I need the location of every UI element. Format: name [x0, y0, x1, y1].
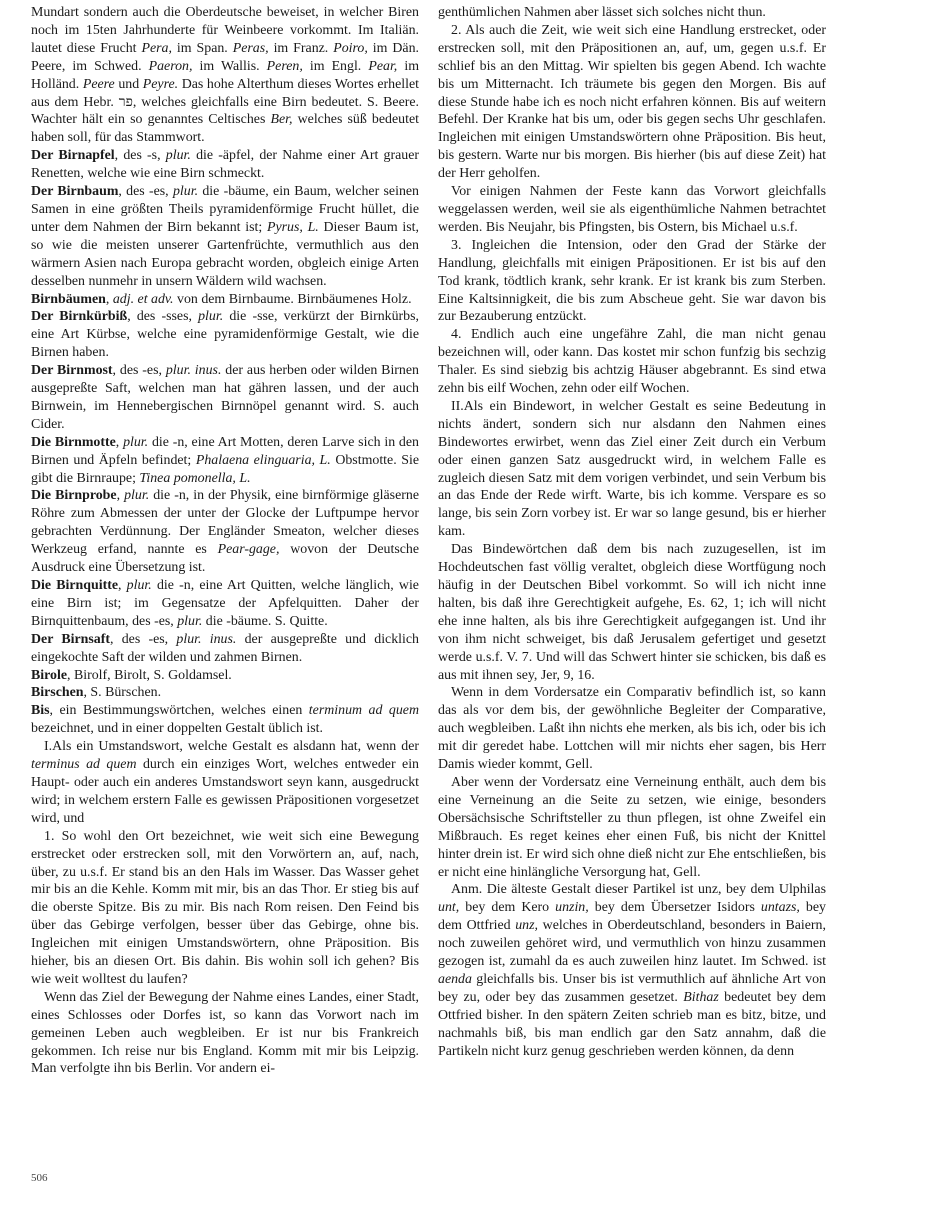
entry-headword: Birnbäumen [31, 291, 106, 307]
paragraph [438, 237, 826, 327]
paragraph [31, 738, 419, 828]
text-run: die -sse, verkürzt der Birnkürbs, eine Art Kürbse, welche eine pyramidenförmige Gestalt, wie die Birnen haben. [31, 309, 420, 361]
entry-headword: Die Birnprobe [31, 488, 117, 504]
entry-headword: Der Birnbaum [31, 184, 119, 200]
italic-term: plur. [126, 578, 152, 593]
italic-term: plur. [123, 434, 149, 450]
text-run: die -n, in der Physik, eine birnförmige gläserne Röhre zum Abmessen der unter der Glocke der Luftpumpe hervor gebrachten Verdünnung. Der Engländer Smeaton, welcher dieses Werkzeug erfand, nannte es [31, 488, 419, 558]
text-run: genthümlichen Nahmen aber lässet sich solches nicht thun. [438, 5, 766, 20]
text-run: , [105, 291, 113, 307]
italic-term: untazs, [760, 900, 800, 916]
text-run: bezeichnet, und in einer doppelten Gestalt üblich ist. [31, 721, 324, 737]
paragraph [438, 326, 826, 398]
paragraph [31, 183, 419, 290]
entry-headword: Die Birnmotte [31, 434, 116, 450]
text-run: I.Als ein Umstandswort, welche Gestalt es alsdann hat, wenn der [44, 739, 419, 755]
entry-headword: Der Birnapfel [31, 148, 115, 164]
text-run: , des -es, [118, 184, 173, 200]
entry-headword: Der Birnkürbiß [31, 309, 128, 325]
paragraph [31, 362, 419, 434]
paragraph [31, 147, 419, 183]
page-number: 506 [31, 1172, 48, 1184]
italic-term: Poiro, [333, 40, 368, 56]
text-run: Vor einigen Nahmen der Feste kann das Vorwort gleichfalls weggelassen werden, weil sie als eigenthümliche Nahmen betrachtet werden. Bis Neujahr, bis Pfingsten, bis Ostern, bis Michael u.s.f. [438, 184, 826, 235]
entry-headword: Bis [31, 703, 50, 719]
italic-term: unz, [515, 918, 538, 934]
entry-headword: Birschen [31, 685, 84, 701]
text-run: bey dem Ottfried [438, 900, 826, 934]
paragraph [31, 577, 419, 631]
paragraph [438, 4, 826, 22]
paragraph [31, 702, 419, 738]
entry-headword: Der Birnsaft [31, 631, 110, 647]
text-run: , [115, 434, 124, 450]
italic-term: Peere [82, 76, 115, 92]
text-run: die -bäume. S. Quitte. [202, 613, 328, 629]
text-run: Das hohe Alterthum dieses Wortes erhellet aus dem Hebr. פר, welches gleichfalls eine Birn bedeutet. S. Beere. Wachter hält ein so genanntes Celtisches [31, 76, 420, 128]
paragraph [31, 828, 419, 989]
italic-term: plur. inus. [165, 363, 222, 379]
paragraph [438, 881, 826, 1060]
text-run: bey dem Kero [459, 900, 556, 916]
text-run: die -n, eine Art Quitten, welche länglich, wie eine Birn ist; im Gegensatze der Apfelquitten. Daher der Birnquittenbaum, des -es, [31, 578, 419, 629]
text-run: Aber wenn der Vordersatz eine Verneinung enthält, auch dem bis eine Verneinung an die Seite zu setzen, wie einige, besonders Obersächsische Schriftsteller zu thun pflegen, ist ohne Zweifel ein Mißbrauch. Es reget keines eher einen Fuß, bis nicht der Knittel hinter drein ist. Er wird sich ohne dieß nicht zur Ehe entschließen, bis er nicht eine hinlängliche Versorgung hat, Gell. [438, 774, 826, 880]
italic-term: terminum ad quem [308, 703, 419, 719]
text-run: durch ein einziges Wort, welches entweder ein Haupt- oder auch ein anderes Umstandswort seyn kann, ausgedruckt wird; in welchem erstern Falle es gewissen Präpositionen vorgesetzet wird, und [31, 757, 419, 826]
italic-term: plur. inus. [176, 631, 237, 647]
paragraph [31, 291, 419, 309]
italic-term: Tinea pomonella, L. [139, 470, 251, 486]
paragraph [438, 22, 826, 183]
text-run: Das Bindewörtchen daß dem bis nach zuzugesellen, ist im Hochdeutschen fast völlig veraltet, obgleich diese Wortfügung noch häufig in der Deutschen Bibel vorkommt. So will ich nicht inne halten, bis daß ihre Gerechtigkeit aufgehe, Es. 62, 1; ich will nicht ehe inne halten, als bis ihre Gerechtigkeit aufgegangen ist. Und ihr von ihm nicht schweiget, bis daß Jerusalem gefertiget und gesetzt werde u.s.f. V. 7. Und will das Schwert hinter sie schicken, bis daß es aus mit ihnen sey, Jer, 9, 16. [438, 542, 826, 683]
italic-term: plur. [165, 148, 191, 164]
italic-term: Bithaz [683, 989, 719, 1005]
text-run: , des -s, [114, 148, 166, 164]
italic-term: Pyrus, L. [266, 219, 319, 235]
italic-term: aenda [438, 971, 472, 987]
text-run: die -n, eine Art Motten, deren Larve sich in den Birnen und Äpfeln befindet; [31, 434, 419, 468]
entry-headword: Der Birnmost [31, 363, 113, 379]
text-run: , ein Bestimmungswörtchen, welches einen [49, 703, 309, 719]
text-run: bedeutet bey dem Ottfried bisher. In den spätern Zeiten schrieb man es bitz, bitze, und nachmahls biß, bis man endlich gar den Satz annahm, daß die Partikeln nicht kurz genug geschrieben werden können, da denn [438, 989, 826, 1059]
right-column [438, 4, 826, 1060]
italic-term: unt, [438, 900, 460, 916]
italic-term: Pear, [368, 58, 398, 74]
text-run: Obstmotte. Sie gibt die Birnraupe; [31, 452, 419, 486]
text-run: , Birolf, Birolt, S. Goldamsel. [67, 667, 232, 683]
italic-term: Peren, [266, 58, 303, 74]
text-run: Mundart sondern auch die Oberdeutsche beweiset, in welcher Biren noch im 15ten Jahrhunderte für Weinbeere vorkommt. Im Italiän. lautet diese Frucht [31, 5, 419, 56]
paragraph [31, 684, 419, 702]
text-run: , [116, 488, 125, 504]
text-run: Anm. Die älteste Gestalt dieser Partikel ist unz, bey dem Ulphilas [451, 882, 826, 898]
italic-term: Pear-gage, [217, 542, 280, 558]
text-run: Wenn das Ziel der Bewegung der Nahme eines Landes, einer Stadt, eines Schlosses oder Dorfes ist, so kann das Vorwort nach im gemeinen Leben auch wegbleiben. Er ist nur bis Frankreich gekommen. Ich reise nur bis England. Komm mit mir bis Leipzig. Man verfolgte ihn bis Berlin. Vor andern ei- [31, 989, 419, 1077]
text-run: im Span. [171, 40, 233, 56]
text-run: Dieser Baum ist, so wie die meisten unserer Gartenfrüchte, vermuthlich aus den wärmern Asien nach Europa gebracht worden, obgleich einige Arten desselben nunmehr in unsern Wäldern wild wachsen. [31, 219, 419, 289]
paragraph [438, 774, 826, 881]
text-run: 1. So wohl den Ort bezeichnet, wie weit sich eine Bewegung erstrecket oder erstrecken soll, mit den Vorwörtern an, auf, nach, über, zu u.s.f. Er stand bis an den Hals im Wasser. Das Wasser gehet mir bis an die Kehle. Komm mit mir, bis an das Thor. Er stieg bis auf die oberste Spitze. Bis zu mir. Bis nach Rom reisen. Den Feind bis über das Gebirge verfolgen, besser über das Gebirge, ohne bis. Ingleichen mit einigen Umstandswörtern, ohne Präposition. Bis hieher, bis an diesen Ort. Bis dahin. Bis wohin soll ich gehen? Bis wie weit wolltest du laufen? [31, 828, 419, 987]
paragraph [438, 541, 826, 684]
paragraph [31, 4, 419, 147]
text-run: gleichfalls bis. Unser bis ist vermuthlich auf ähnliche Art von bey zu, oder bey das zusammen gesetzet. [438, 971, 826, 1005]
italic-term: Ber, [270, 112, 293, 128]
paragraph [31, 667, 419, 685]
text-run: wovon der Deutsche Ausdruck eine Übersetzung ist. [31, 542, 419, 576]
text-run: bey dem Übersetzer Isidors [588, 900, 761, 916]
text-run: die -bäume, ein Baum, welcher seinen Samen in eine größten Theils pyramidenförmige Frucht hüllet, die unter dem Nahmen der Birn bekannt ist; [31, 184, 419, 235]
text-run: welches in Oberdeutschland, besonders in Baiern, noch zuweilen gehöret wird, und vermuthlich von hinzu zusammen gezogen ist, zumahl da es auch zuweilen hinz lautet. Im Schwed. ist [438, 918, 826, 970]
italic-term: plur. [172, 184, 199, 200]
text-run: im Dän. Peere, im Schwed. [31, 40, 419, 74]
italic-term: plur. [198, 309, 224, 325]
italic-term: unzin, [555, 900, 589, 916]
italic-term: Peras, [232, 40, 269, 56]
text-run: im Holländ. [31, 58, 420, 92]
text-run: im Engl. [302, 58, 369, 74]
text-run: 2. Als auch die Zeit, wie weit sich eine Handlung erstrecket, oder erstrecken soll, mit den Präpositionen an, auf, um, gegen u.s.f. Er schlief bis an den Mittag. Wir spielten bis gegen Abend. Ich wachte bis um Mitternacht. Ich träumete bis gegen den Morgen. Bis auf diese Stunde habe ich es noch nicht erfahren können. Bis auf weitern Befehl. Der Kranke hat bis um, oder bis gegen sechs Uhr geschlafen. Ingleichen mit einigen Umstandswörtern ohne Präposition. Bis heut, bis gestern. Warte nur bis morgen. Bis hierher (bis auf diese Zeit) hat der Herr geholfen. [438, 22, 826, 182]
paragraph [31, 487, 419, 577]
italic-term: plur. [124, 488, 150, 504]
text-run: , des -es, [112, 363, 166, 379]
italic-term: plur. [177, 613, 203, 629]
italic-term: Paeron, [148, 58, 193, 74]
entry-headword: Birole [31, 667, 68, 683]
paragraph [31, 308, 419, 362]
text-run: die -äpfel, der Nahme einer Art grauer Renetten, welche wie eine Birn schmeckt. [31, 148, 419, 182]
italic-term: Pera, [141, 40, 172, 56]
text-run: , des -sses, [127, 309, 199, 325]
left-column [31, 4, 419, 1078]
text-run: von dem Birnbaume. Birnbäumenes Holz. [173, 291, 412, 307]
text-run: welches süß bedeutet haben soll, für das Stammwort. [31, 112, 419, 146]
paragraph [438, 684, 826, 774]
italic-term: terminus ad quem [31, 757, 137, 773]
text-run: im Franz. [268, 40, 334, 56]
text-run: Wenn in dem Vordersatze ein Comparativ befindlich ist, so kann das als vor dem bis, der gewöhnliche Begleiter der Comparative, auch wegbleiben. Laßt ihn nichts ehe merken, als bis ich, oder bis ich mit dir geredet habe. Lottchen will mir nichts eher sagen, bis Herr Damis wieder kommt, Gell. [438, 685, 826, 773]
italic-term: adj. et adv. [112, 291, 174, 307]
text-run: und [114, 76, 143, 92]
italic-term: Phalaena elinguaria, L. [195, 452, 331, 468]
paragraph [438, 398, 826, 541]
paragraph [31, 989, 419, 1079]
text-run: II.Als ein Bindewort, in welcher Gestalt es seine Bedeutung in nichts ändert, sondern sich nur alsdann den Nahmen eines Bindewortes erwirbet, wenn das Ziel einer Zeit durch ein Verbum oder einen ganzen Satz ausgedruckt wird, in welchem Falle es zugleich diesen Satz mit dem vorigen verbindet, und sein Verbum bis an das Ende der Rede wirft. Warte, bis ich komme. Verspare es so lange, bis sein Zorn vorbey ist. Er war so lange gesund, bis er hierher kam. [438, 398, 826, 540]
text-run: 4. Endlich auch eine ungefähre Zahl, die man nicht genau bezeichnen will, oder kann. Das kostet mir schon funfzig bis sechzig Thaler. Es sind siebzig bis achtzig Häuser abgebrannt. Es sind etwa zehn bis eilf Wochen, zehn oder eilf Wochen. [438, 327, 826, 397]
text-run: der aus herben oder wilden Birnen ausgepreßte Saft, welchen man hat gähren lassen, und der auch Birnwein, im Hennebergischen Birnnöpel genannt wird. S. auch Cider. [31, 363, 419, 432]
text-run: , des -es, [109, 631, 177, 647]
text-run: der ausgepreßte und dicklich eingekochte Saft der wilden und zahmen Birnen. [31, 631, 419, 665]
entry-headword: Die Birnquitte [31, 578, 118, 593]
text-run: im Wallis. [192, 58, 267, 74]
text-run: , S. Bürschen. [83, 685, 162, 701]
text-run: , [118, 578, 127, 593]
paragraph [31, 631, 419, 667]
text-run: 3. Ingleichen die Intension, oder den Grad der Stärke der Handlung, gleichfalls mit einigen Präpositionen. Er ist bis auf den Tod krank, tödtlich krank, sehr krank. Er ist krank bis zum Sterben. Eine Kaltsinnigkeit, die bis zum Abscheue geht. Sie war davon bis zur Bezauberung entzückt. [438, 237, 826, 325]
paragraph [438, 183, 826, 237]
italic-term: Peyre. [142, 76, 179, 92]
paragraph [31, 434, 419, 488]
